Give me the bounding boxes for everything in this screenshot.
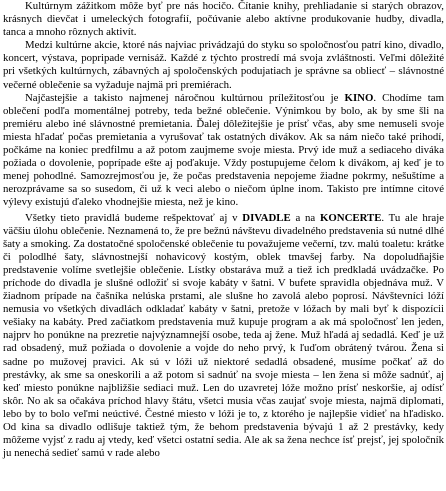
text-run: Najčastejšie a takisto najmenej náročnou kultúrnou príležitosťou je (25, 91, 345, 104)
bold-term: KONCERTE (319, 211, 382, 224)
paragraph (3, 92, 444, 210)
paragraph (3, 0, 444, 39)
text-run: a na (290, 211, 320, 224)
text-run: Kultúrnym zážitkom môže byť pre nás hocičo. Čítanie knihy, prehliadanie si starých obrazov, krásnych dievčat i umeleckých fotografií, počúvanie alebo aktívne produkovanie hudby, divadla, tanca a mnoho rôznych aktivít. (3, 0, 444, 39)
text-run: . Tu ale hraje väčšiu úlohu oblečenie. Neznamená to, že pre bežnú návštevu divadelného predstavenia sú nutné dlhé šaty a smoking. Za dostatočné spoločenské oblečenie tu považujeme večerní, tzv. malú toaletu: krátke či polodlhé šaty, slávnostnejší nohavicový kostým, oblek tmavšej farby. Na dopoludňajšie predstavenie volíme svetlejšie oblečenie. Lístky obstaráva muž a tiež ich predkladá uvádzačke. Po príchode do divadla je slušné odložiť si svoje kabáty v šatni. V bufete spravidla objednáva muž. V žiadnom prípade na čašníka nelúska prstami, ale slušne ho zavolá alebo poprosí. Návštevníci lóží nemusia vo všetkých divadlách odkladať kabáty v šatni, pretože v lóžach by mali byť k dispozícii vešiaky na kabáty. Pred začiatkom predstavenia muž kupuje program a ak má spoločnosť len jeden, najprv ho ponúkne na prezretie najvýznamnejší osobe, teda aj žene. Muž hľadá aj sedadlá. Keď je už rad obsadený, muž požiada o dovolenie a vojde do neho prvý, k ľuďom obrátený tvárou. Žena si sadne po mužovej pravici. Ak sú v lóži už niektoré sedadlá obsadené, musíme počkať až do prestávky, ak sme sa oneskorili a až potom si sadnúť na svoje miesta – len žena si môže sadnúť, aj keď miesto ponúkne najbližšie sediaci muž. Len do uzavretej lóže možno prísť neskoršie, aj odísť skôr. No ak sa očakáva príchod hlavy štátu, všetci musia včas zaujať svoje miesta, najmä diplomati, lebo by to bolo veľmi neúctivé. Čestné miesto v lóži je to, z ktorého je najlepšie vidieť na hľadisko. Od kina sa divadlo odlišuje taktiež tým, že behom predstavenia bývajú 1 až 2 prestávky, kedy môžeme vyjsť z radu aj vtedy, keď všetci ostatní sedia. Ale ak sa žena nechce ísť prejsť, jej spoločník ju nenechá sedieť samú v rade alebo (3, 211, 444, 460)
bold-term: KINO (344, 91, 374, 104)
text-run: Medzi kultúrne akcie, ktoré nás najviac privádzajú do styku so spoločnosťou patrí kino, divadlo, koncert, výstava, popripade vernisáž. Každé z týchto prostredí má svoja zvláštnosti. Veľmi dôležité pri všetkých kultúrnych, zábavných aj spoločenských podujatiach je správne sa obliecť – slávnostné večerné oblečenie sa vyžaduje najmä pri premiérach. (3, 39, 444, 91)
text-run: Všetky tieto pravidlá budeme rešpektovať aj v (25, 211, 243, 224)
bold-term: DIVADLE (242, 211, 291, 224)
paragraph (3, 39, 444, 91)
paragraph (3, 212, 444, 461)
text-run: . Chodíme tam oblečení podľa momentálnej potreby, teda bežné oblečenie. Výnimkou by bolo, ak by sme šli na premiéru alebo iné slávnostné premietania. Ďalej dôležitejšie je prísť včas, aby sme nemuseli svoje miesta hľadať počas premietania a vyrušovať tak ostatných divákov. Ak sa nám niečo také prihodí, počkáme na koniec predfilmu a až potom zaujmeme svoje miesta. Prvý ide muž a sediaceho diváka požiada o dovolenie, poprípade ešte aj poďakuje. Vždy postupujeme čelom k divákom, aj keď je to menej pohodlné. Samozrejmosťou je, že počas predstavenia nepojeme žiadne pokrmy, nešuštíme a nerozprávame sa so susedom, či už k veci alebo o niečom úplne inom. Takisto pre intímne citové výlevy existujú ďaleko vhodnejšie miesta, než je kino. (3, 91, 444, 209)
